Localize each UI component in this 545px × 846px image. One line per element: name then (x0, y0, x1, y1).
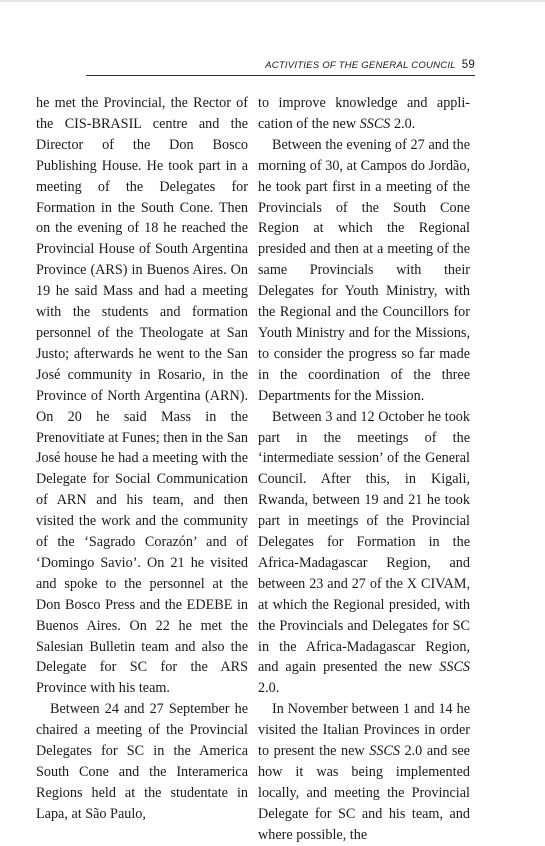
scan-edge (0, 0, 545, 2)
paragraph-text: to improve knowledge and application of the new (258, 95, 470, 132)
page-number: 59 (461, 59, 475, 71)
header-rule (86, 75, 475, 76)
sscs-italic: SSCS (439, 659, 470, 676)
right-paragraph-2: Between the evening of 27 and the morning of 30, at Campos do Jordão, he took part first in a meeting of the Provincials of the South Cone Region at which the Regional presided and then at a meeting of the same Provincials with their Delegates for Youth Ministry, with the Regional and the Councillors for Youth Ministry and for the Missions, to consider the progress so far made in the coordination of the three Departments for the Mission. (258, 136, 470, 404)
right-column (258, 93, 470, 846)
paragraph-text: 2.0. (258, 680, 280, 697)
left-paragraph-1: he met the Provincial, the Rector of the CIS-BRASIL centre and the Director of the Don Bosco Publishing House. He took part in a meeting of the Delegates for Formation in the South Cone. Then on the evening of 18 he reached the Provincial House of South Argentina Province (ARS) in Buenos Aires. On 19 he said Mass and had a meeting with the students and formation personnel of the Theologate at San Justo; afterwards he went to the San José community in Rosario, in the Province of North Argentina (ARN). On 20 he said Mass in the Prenovitiate at Funes; then in the San José house he had a meeting with the Delegate for Social Communication of ARN and his team, and then visited the work and the community of the ‘Sagrado Corazón’ and of ‘Domingo Savio’. On 21 he visited and spoke to the personnel at the Don Bosco Press and the EDEBE in Buenos Aires. On 22 he met the Salesian Bulletin team and also the Delegate for SC for the ARS Province with his team. (36, 95, 248, 697)
left-column (36, 93, 248, 825)
paragraph-text: 2.0. (390, 115, 416, 132)
right-paragraph-1 (258, 93, 470, 135)
paragraph-text: 2.0 and see how it was being implemented locally, and meeting the Provincial Delegate for SC and his team, and where possible, the (258, 743, 470, 843)
paragraph-text: Between 3 and 12 October he took part in the meetings of the ‘intermediate session’ of the General Council. After this, in Kigali, Rwanda, between 19 and 21 he took part in meetings of the Provincial Delegates for Formation in the Africa-Madagascar Region, and between 23 and 27 of the X CIVAM, at which the Regional presided, with the Provincials and Delegates for SC in the Africa-Madagascar Region, and again presented the new (258, 408, 470, 676)
running-header (86, 56, 475, 74)
sscs-italic: SSCS (369, 743, 400, 760)
right-paragraph-4 (258, 699, 470, 845)
right-paragraph-3 (258, 407, 470, 700)
running-title: ACTIVITIES OF THE GENERAL COUNCIL (265, 60, 456, 71)
sscs-italic: SSCS (359, 115, 391, 132)
paragraph-text: In November between 1 and 14 he visited the Italian Provinces in order to present the new (258, 701, 470, 760)
left-paragraph-2: Between 24 and 27 September he chaired a meeting of the Provincial Delegates for SC in the America South Cone and the Interamerica Regions held at the studentate in Lapa, at São Paulo, (36, 701, 248, 822)
